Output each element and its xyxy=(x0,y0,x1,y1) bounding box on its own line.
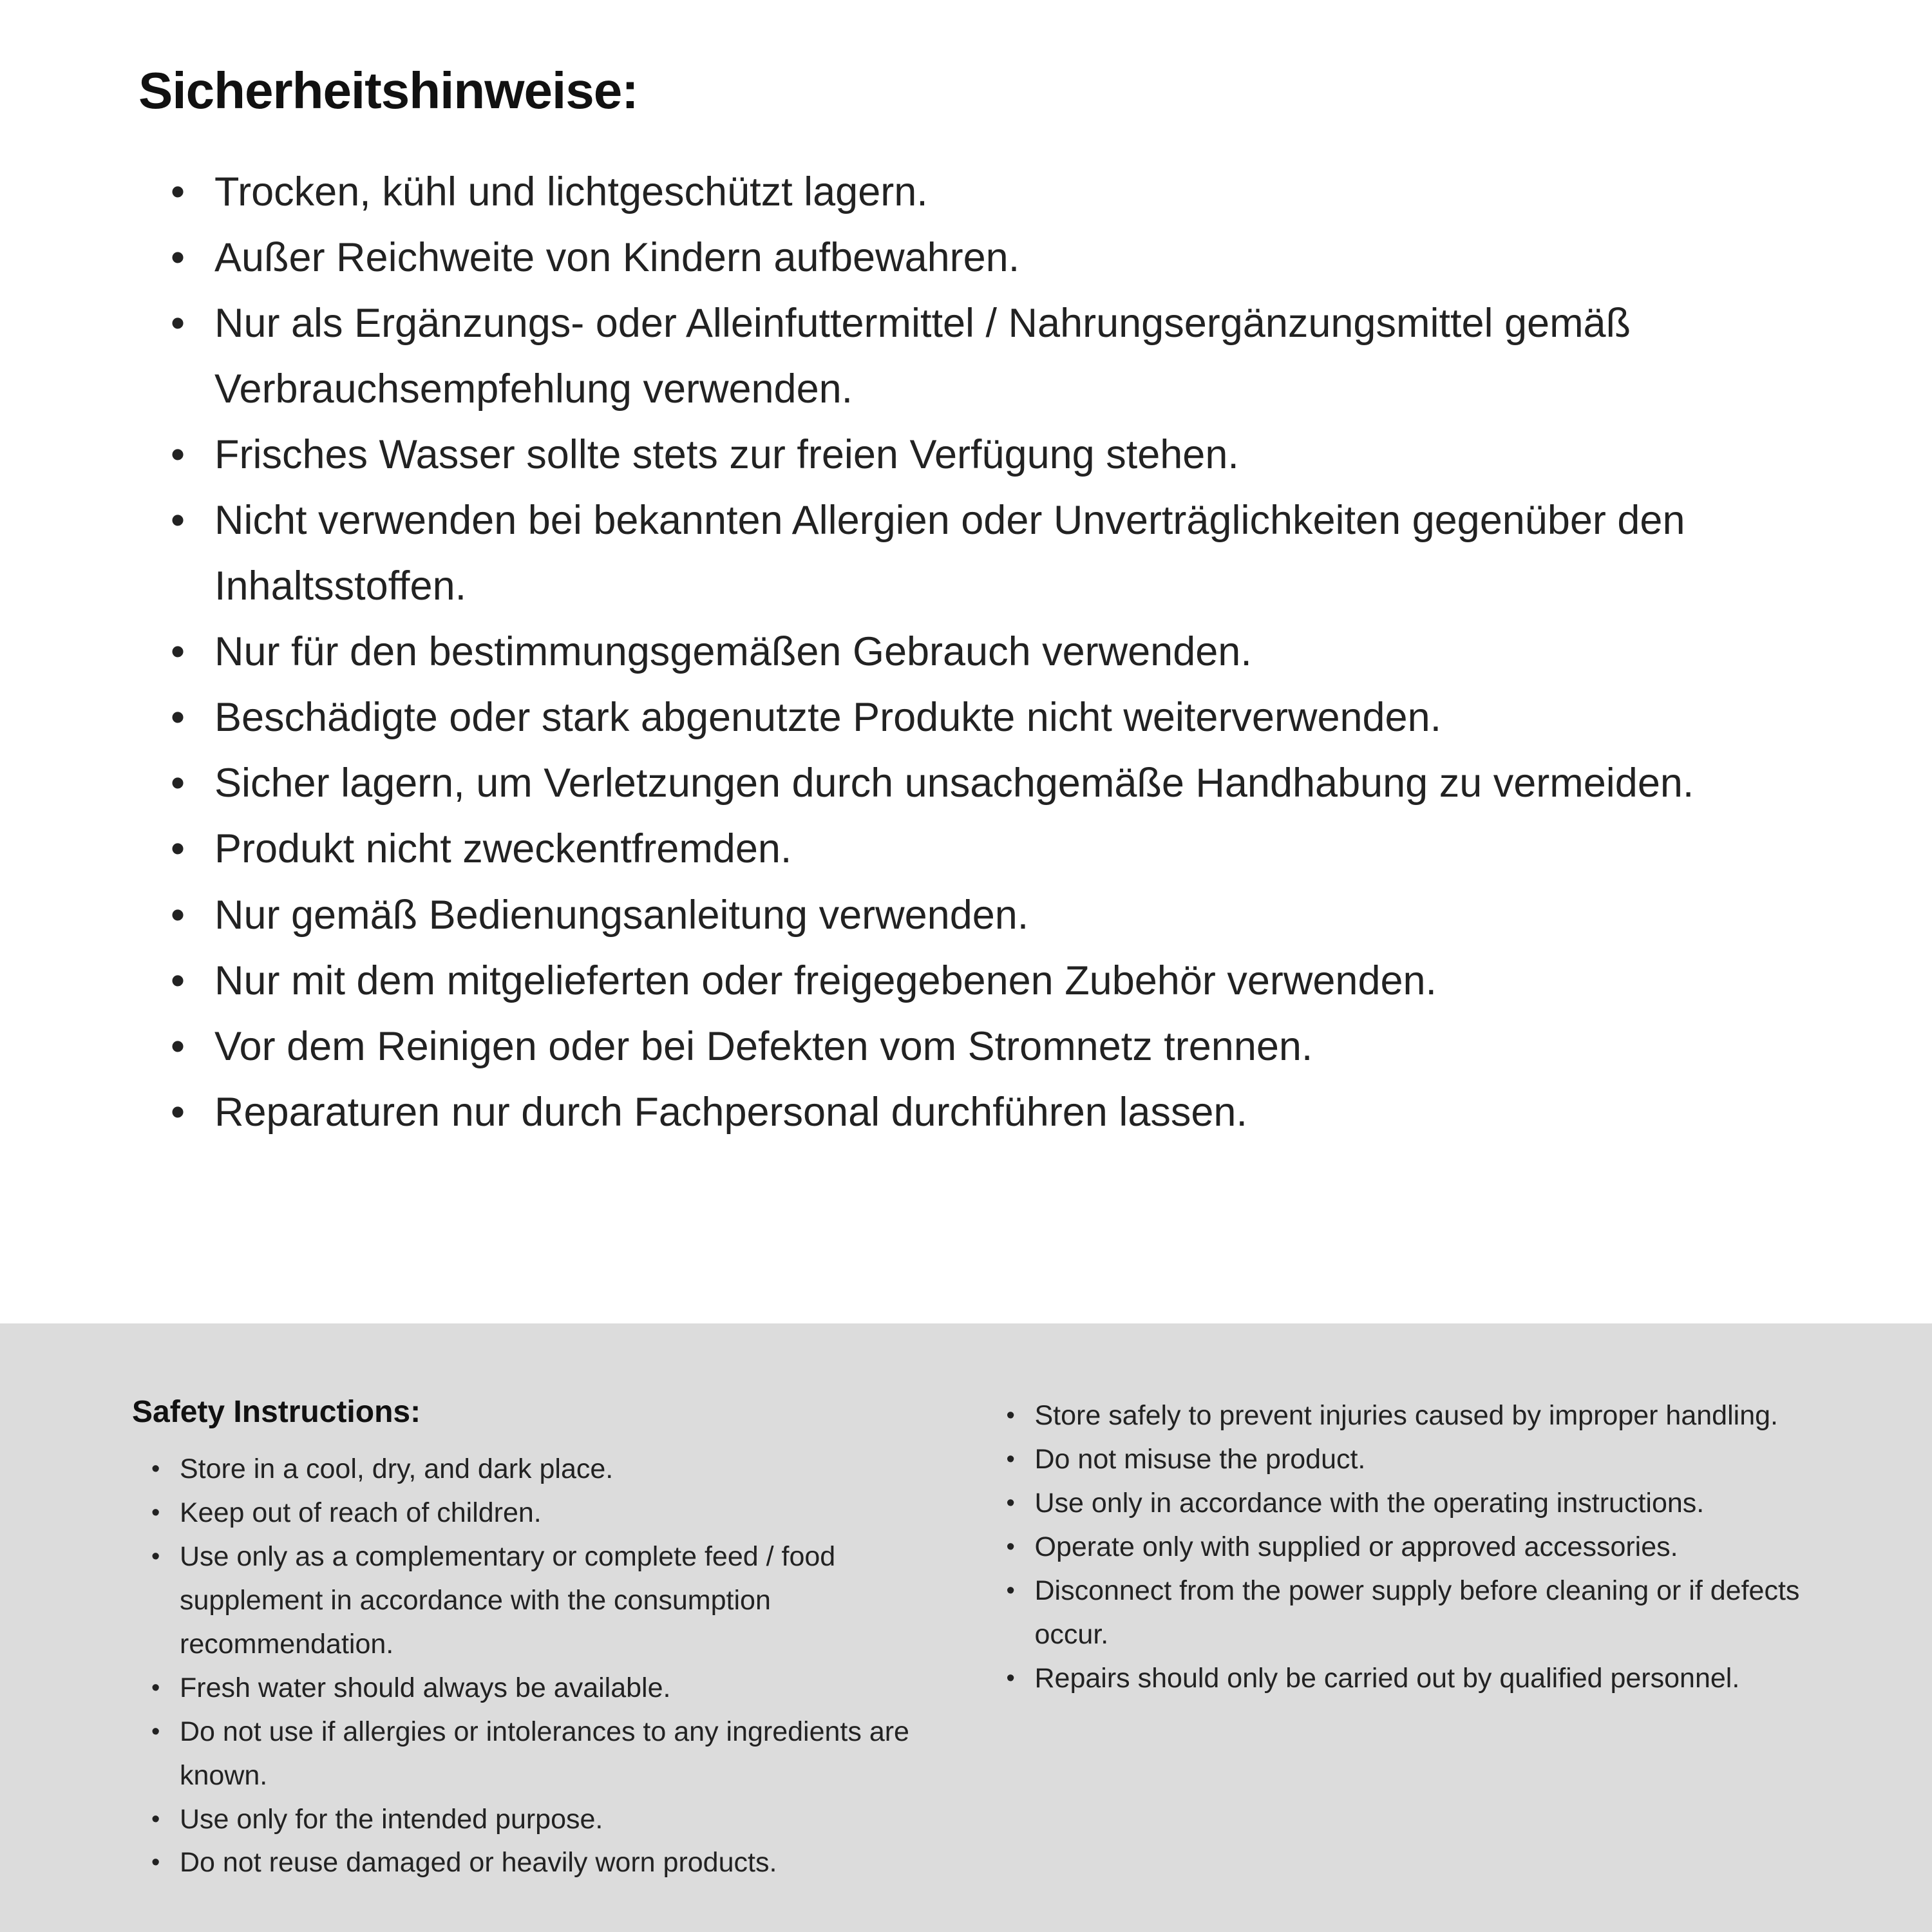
list-item: • Do not use if allergies or intolerances to any ingredients are known. xyxy=(151,1710,968,1798)
english-left-column xyxy=(132,1394,968,1932)
list-item: • Disconnect from the power supply before cleaning or if defects occur. xyxy=(1007,1569,1842,1657)
list-item: • Store in a cool, dry, and dark place. xyxy=(151,1448,968,1492)
english-right-column xyxy=(1007,1394,1842,1932)
list-item: • Fresh water should always be available. xyxy=(151,1667,968,1710)
list-item: • Do not misuse the product. xyxy=(1007,1438,1842,1482)
list-item: • Nur gemäß Bedienungsanleitung verwenden. xyxy=(171,882,1855,948)
list-item: • Beschädigte oder stark abgenutzte Produkte nicht weiterverwenden. xyxy=(171,685,1855,750)
list-item: • Repairs should only be carried out by qualified personnel. xyxy=(1007,1657,1842,1701)
list-item: • Nur für den bestimmungsgemäßen Gebrauch verwenden. xyxy=(171,619,1855,685)
german-list xyxy=(171,159,1855,1145)
list-item: • Trocken, kühl und lichtgeschützt lagern. xyxy=(171,159,1855,225)
list-item: • Frisches Wasser sollte stets zur freien Verfügung stehen. xyxy=(171,422,1855,488)
list-item: • Do not reuse damaged or heavily worn products. xyxy=(151,1841,968,1885)
german-title: Sicherheitshinweise: xyxy=(138,62,638,119)
english-right-list xyxy=(1007,1394,1842,1701)
list-item: • Use only as a complementary or complete feed / food supplement in accordance with the consumption recommendation. xyxy=(151,1535,968,1667)
list-item: • Nicht verwenden bei bekannten Allergien oder Unverträglichkeiten gegenüber den Inhaltsstoffen. xyxy=(171,488,1855,619)
list-item: • Store safely to prevent injuries caused by improper handling. xyxy=(1007,1394,1842,1438)
list-item: • Nur mit dem mitgelieferten oder freigegebenen Zubehör verwenden. xyxy=(171,948,1855,1014)
english-section xyxy=(0,1323,1932,1932)
english-title: Safety Instructions: xyxy=(132,1395,421,1429)
list-item: • Außer Reichweite von Kindern aufbewahren. xyxy=(171,225,1855,290)
list-item: • Sicher lagern, um Verletzungen durch unsachgemäße Handhabung zu vermeiden. xyxy=(171,750,1855,816)
list-item: • Use only in accordance with the operating instructions. xyxy=(1007,1482,1842,1526)
list-item: • Nur als Ergänzungs- oder Alleinfuttermittel / Nahrungsergänzungsmittel gemäß Verbrauchsempfehlung verwenden. xyxy=(171,290,1855,422)
list-item: • Operate only with supplied or approved accessories. xyxy=(1007,1526,1842,1569)
list-item: • Reparaturen nur durch Fachpersonal durchführen lassen. xyxy=(171,1079,1855,1145)
list-item: • Vor dem Reinigen oder bei Defekten vom Stromnetz trennen. xyxy=(171,1014,1855,1079)
list-item: • Keep out of reach of children. xyxy=(151,1492,968,1535)
list-item: • Produkt nicht zweckentfremden. xyxy=(171,816,1855,882)
list-item: • Use only for the intended purpose. xyxy=(151,1798,968,1842)
english-left-list xyxy=(151,1448,968,1885)
